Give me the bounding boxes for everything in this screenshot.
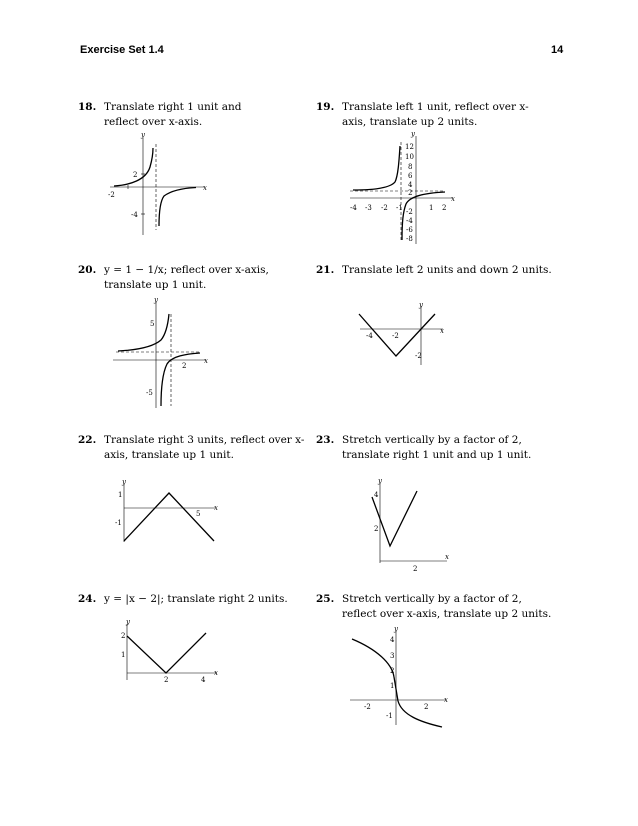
tick-label: 4: [408, 181, 413, 189]
y-axis-label: y: [411, 130, 415, 138]
problem-number: 23.: [316, 434, 335, 446]
x-axis-label: x: [440, 327, 444, 335]
graph-21: [355, 300, 455, 370]
x-axis-label: x: [445, 553, 449, 561]
tick-label: -4: [350, 204, 357, 212]
x-axis-label: x: [203, 184, 207, 192]
tick-label: 2: [374, 525, 379, 533]
graph-19: [345, 132, 465, 247]
tick-label: -1: [115, 519, 122, 527]
tick-label: 12: [405, 143, 414, 151]
tick-label: -4: [406, 217, 413, 225]
tick-label: -6: [406, 226, 413, 234]
x-axis-label: x: [214, 669, 218, 677]
problem-text: Translate left 1 unit, reflect over x-axis, translate up 2 units.: [342, 101, 529, 128]
section-title: Exercise Set 1.4: [80, 44, 164, 56]
tick-label: 2: [133, 171, 138, 179]
tick-label: -4: [131, 211, 138, 219]
tick-label: 2: [121, 632, 126, 640]
problem-text: y = 1 − 1/x; reflect over x-axis, translate up 1 unit.: [104, 264, 269, 291]
problem-number: 22.: [78, 434, 97, 446]
tick-label: -2: [381, 204, 388, 212]
tick-label: 3: [390, 652, 395, 660]
tick-label: 10: [405, 153, 414, 161]
y-axis-label: y: [419, 301, 423, 309]
tick-label: 4: [201, 676, 206, 684]
tick-label: -2: [392, 332, 399, 340]
graph-25: [348, 625, 458, 730]
tick-label: -5: [146, 389, 153, 397]
tick-label: 5: [196, 510, 201, 518]
tick-label: 2: [390, 667, 395, 675]
problem-number: 20.: [78, 264, 97, 276]
tick-label: -2: [406, 208, 413, 216]
problem-number: 25.: [316, 593, 335, 605]
tick-label: 6: [408, 172, 413, 180]
y-axis-label: y: [378, 477, 382, 485]
graph-23: [365, 477, 460, 577]
x-axis-label: x: [214, 504, 218, 512]
tick-label: 1: [429, 204, 434, 212]
tick-label: 4: [390, 636, 395, 644]
graph-18: [100, 130, 220, 240]
y-axis-label: y: [122, 478, 126, 486]
tick-label: -1: [396, 204, 403, 212]
tick-label: -8: [406, 235, 413, 243]
problem-text: y = |x − 2|; translate right 2 units.: [104, 593, 288, 605]
tick-label: 1: [121, 651, 126, 659]
problem-text: Stretch vertically by a factor of 2, reflect over x-axis, translate up 2 units.: [342, 593, 552, 620]
tick-label: 2: [413, 565, 418, 573]
tick-label: 1: [118, 491, 123, 499]
tick-label: -4: [366, 332, 373, 340]
x-axis-label: x: [204, 357, 208, 365]
tick-label: -2: [364, 703, 371, 711]
tick-label: 2: [164, 676, 169, 684]
problem-text: Stretch vertically by a factor of 2, translate right 1 unit and up 1 unit.: [342, 434, 532, 461]
tick-label: -3: [365, 204, 372, 212]
tick-label: 2: [442, 204, 447, 212]
page-number: 14: [551, 44, 564, 56]
y-axis-label: y: [394, 625, 398, 633]
problem-number: 18.: [78, 101, 97, 113]
y-axis-label: y: [141, 131, 145, 139]
tick-label: 4: [374, 491, 379, 499]
tick-label: 8: [408, 163, 413, 171]
problem-text: Translate left 2 units and down 2 units.: [342, 264, 552, 276]
problem-number: 24.: [78, 593, 97, 605]
tick-label: 2: [424, 703, 429, 711]
tick-label: 2: [408, 189, 413, 197]
problem-text: Translate right 3 units, reflect over x-axis, translate up 1 unit.: [104, 434, 305, 461]
x-axis-label: x: [444, 696, 448, 704]
problem-number: 19.: [316, 101, 335, 113]
tick-label: -2: [108, 191, 115, 199]
tick-label: 1: [390, 682, 395, 690]
tick-label: -1: [386, 712, 393, 720]
problem-text: Translate right 1 unit and reflect over x-axis.: [104, 101, 242, 128]
problem-number: 21.: [316, 264, 335, 276]
graph-20: [108, 296, 218, 411]
tick-label: -2: [415, 352, 422, 360]
tick-label: 5: [150, 320, 155, 328]
tick-label: 2: [182, 362, 187, 370]
y-axis-label: y: [126, 618, 130, 626]
y-axis-label: y: [154, 296, 158, 304]
graph-24: [115, 618, 225, 688]
graph-22: [110, 478, 225, 548]
x-axis-label: x: [451, 195, 455, 203]
